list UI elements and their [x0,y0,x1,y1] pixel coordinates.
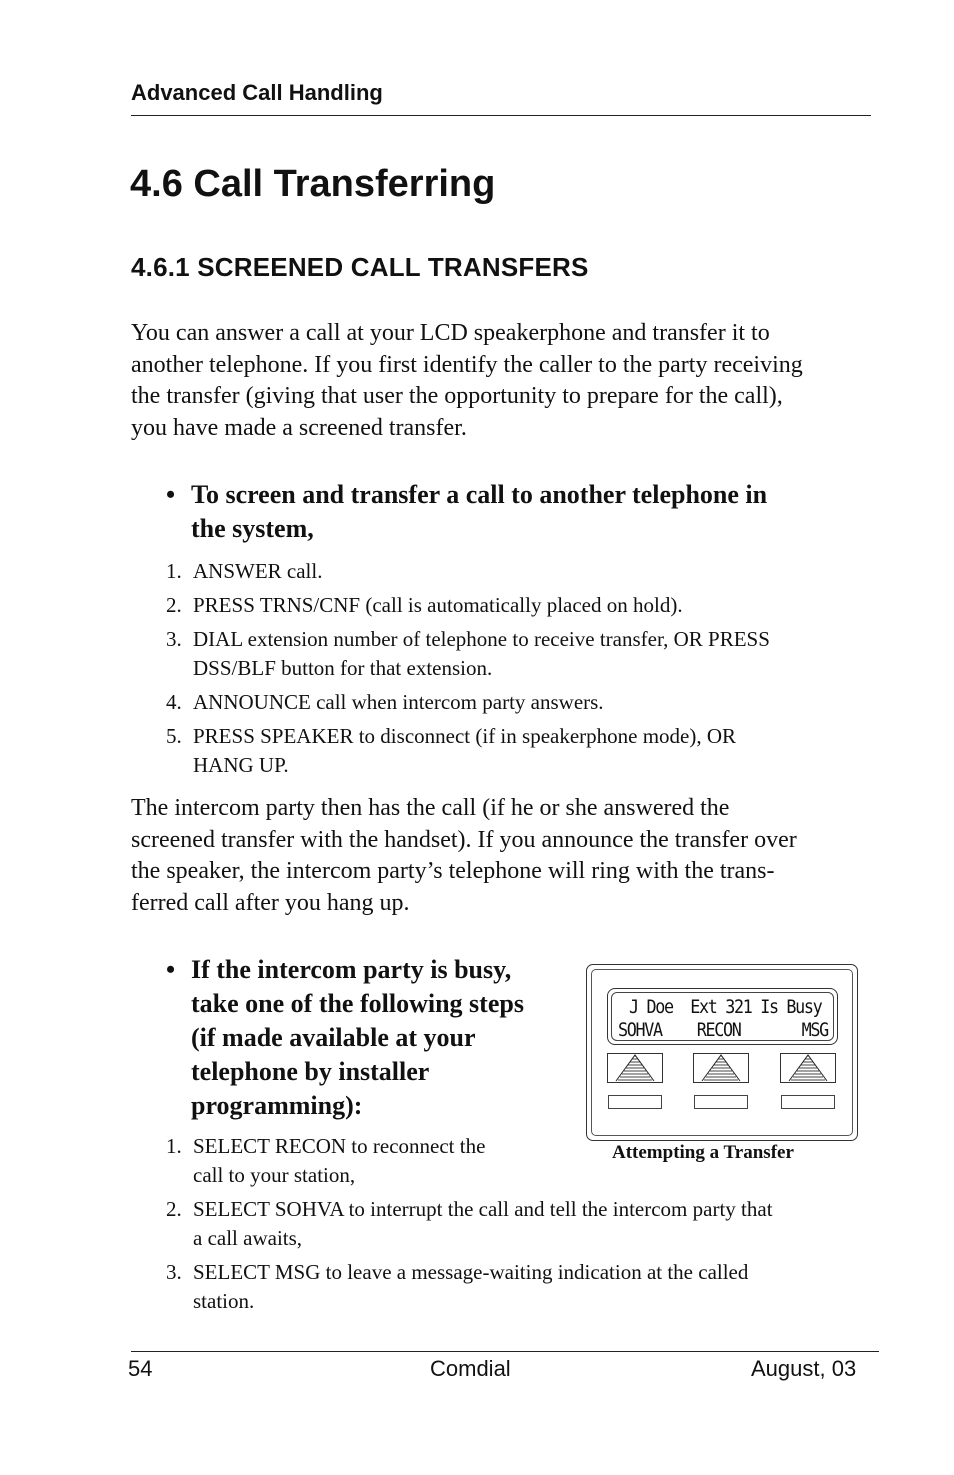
phone-lcd-figure [586,964,858,1141]
step-text: HANG UP. [193,753,289,777]
step-number: 5. [166,724,182,748]
lcd-status-line: J Doe Ext 321 Is Busy [629,996,822,1018]
step-item [166,722,871,780]
intro-paragraph [131,318,871,444]
step-number: 1. [166,559,182,583]
step-text: call to your station, [193,1163,356,1187]
lcd-softkey-labels: SOHVA RECON MSG [618,1019,828,1041]
step-item [166,1258,871,1316]
result-line: The intercom party then has the call (if he or she answered the [131,795,730,821]
step-text: ANNOUNCE call when intercom party answers. [193,690,604,714]
softkey-button-1 [607,1053,663,1083]
busy-party-steps-continued [166,1195,871,1321]
step-item [166,688,871,717]
lcd-display [607,988,838,1045]
step-text: a call awaits, [193,1226,303,1250]
result-paragraph [131,793,871,919]
intro-line: you have made a screened transfer. [131,414,467,441]
running-header: Advanced Call Handling [131,80,383,105]
step-item [166,1195,871,1253]
footer-date: August, 03 [751,1356,857,1381]
header-rule [131,115,871,116]
heading-line: To screen and transfer a call to another telephone in [191,480,768,509]
step-text: ANSWER call. [193,559,323,583]
result-line: ferred call after you hang up. [131,889,410,916]
step-number: 3. [166,627,182,651]
bullet-dot: • [166,480,176,509]
footer-rule [131,1351,879,1352]
step-item [166,591,871,620]
procedure-heading-text [191,953,566,1123]
softkey-button-2 [693,1053,749,1083]
step-number: 2. [166,593,182,617]
procedure-heading-busy-party [166,953,566,1123]
result-line: screened transfer with the handset). If you announce the transfer over [131,826,797,853]
footer-company: Comdial [430,1356,511,1381]
step-text: DIAL extension number of telephone to receive transfer, OR PRESS [193,627,770,651]
section-title: 4.6 Call Transferring [130,163,496,205]
step-text: PRESS SPEAKER to disconnect (if in speakerphone mode), OR [193,724,737,748]
intro-line: the transfer (giving that user the opportunity to prepare for the call), [131,383,783,409]
step-item [166,1132,556,1190]
softkey-button-3 [780,1053,836,1083]
heading-line: (if made available at your [191,1023,476,1052]
procedure-heading-screen-transfer [166,478,866,546]
softkey-label-slot-2 [694,1095,748,1109]
step-number: 2. [166,1197,182,1221]
step-number: 1. [166,1134,182,1158]
step-text: DSS/BLF button for that extension. [193,656,493,680]
step-item [166,625,871,683]
subsection-title: 4.6.1 SCREENED CALL TRANSFERS [131,252,589,282]
intro-line: another telephone. If you first identify the caller to the party receiving [131,351,803,378]
step-text: PRESS TRNS/CNF (call is automatically placed on hold). [193,593,683,617]
step-text: SELECT MSG to leave a message-waiting indication at the called [193,1260,749,1284]
result-line: the speaker, the intercom party’s telephone will ring with the trans- [131,858,775,884]
step-text: SELECT RECON to reconnect the [193,1134,486,1158]
lcd-screen [611,992,834,1041]
step-number: 3. [166,1260,182,1284]
intro-line: You can answer a call at your LCD speakerphone and transfer it to [131,320,770,346]
heading-line: take one of the following steps [191,989,524,1018]
bullet-dot: • [166,955,176,984]
step-text: station. [193,1289,255,1313]
screen-transfer-steps [166,557,871,785]
busy-party-steps [166,1132,556,1195]
step-item [166,557,871,586]
softkey-label-slot-3 [781,1095,835,1109]
figure-caption: Attempting a Transfer [612,1142,794,1163]
heading-line: programming): [191,1091,363,1120]
step-text: SELECT SOHVA to interrupt the call and tell the intercom party that [193,1197,773,1221]
softkey-label-slot-1 [608,1095,662,1109]
heading-line: If the intercom party is busy, [191,955,512,984]
procedure-heading-text [191,478,866,546]
footer-page-number: 54 [128,1356,153,1381]
heading-line: the system, [191,514,314,543]
heading-line: telephone by installer [191,1057,430,1086]
step-number: 4. [166,690,182,714]
